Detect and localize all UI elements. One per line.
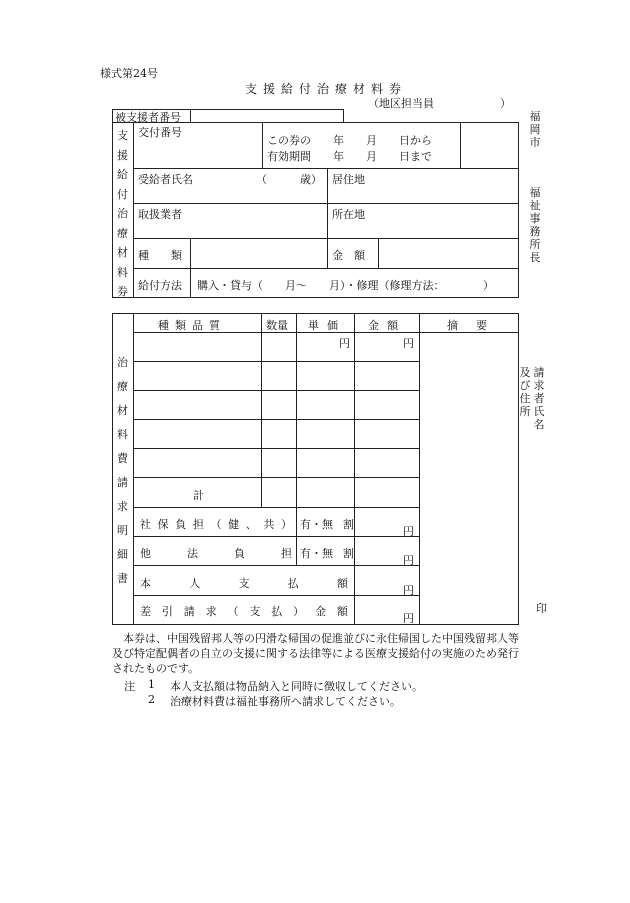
vendor-address-label: 所在地 xyxy=(332,208,365,221)
seal-mark: 印 xyxy=(536,602,547,615)
voucher-side-label xyxy=(112,126,133,298)
note-1-num: 1 xyxy=(148,678,155,691)
header-item xyxy=(158,317,240,333)
header-item-text: 種類品質 xyxy=(158,319,226,332)
other-wari: 割 xyxy=(343,547,354,560)
note-2-num: 2 xyxy=(148,693,155,706)
social-wari: 割 xyxy=(343,518,354,531)
other-ari-nashi-text: 有・無 xyxy=(300,547,333,560)
claimant-address-label: 及び住所 xyxy=(519,366,531,418)
method-label: 給付方法 xyxy=(138,279,182,292)
personal-payment-label: 本 人 支 払 額 xyxy=(140,577,348,590)
social-ari-nashi xyxy=(300,516,354,532)
form-number: 様式第24号 xyxy=(100,67,158,80)
recipient-name-label: 受給者氏名 xyxy=(138,173,193,186)
validity-line-1: この券の 年 月 日から xyxy=(267,134,432,147)
other-ari-nashi xyxy=(300,545,354,561)
amount-label: 金 額 xyxy=(332,249,365,262)
voucher-side-text: 支援給付治療材料券 xyxy=(117,129,128,298)
header-remarks: 摘要 xyxy=(447,319,505,332)
other-law-label: 他 法 負 担 xyxy=(140,547,292,560)
social-insurance-label: 社 保 負 担 （ 健 、 共 ） xyxy=(140,518,292,531)
net-claim-label: 差 引 請 求 （ 支 払 ） 金 額 xyxy=(140,605,348,618)
method-value: 購入・貸与（ 月～ 月）・修理（修理方法： ） xyxy=(197,279,494,292)
vendor-label: 取扱業者 xyxy=(138,208,182,221)
net-claim-yen: 円 xyxy=(403,612,414,625)
statement-side-text: 治療材料費請求明細書 xyxy=(117,356,128,585)
note-2-text: 治療材料費は福祉事務所へ請求してください。 xyxy=(170,695,401,708)
header-qty: 数量 xyxy=(266,319,288,332)
footer-paragraph: 本券は、中国残留邦人等の円滑な帰国の促進並びに永住帰国した中国残留邦人等及び特定配偶者の自立の支援に関する法律等による医療支援給付の実施のため発行されたものです。 xyxy=(112,632,519,675)
recipient-no-label: 被支援者番号 xyxy=(115,111,181,124)
type-label: 種 類 xyxy=(138,249,182,262)
office-chief-label: 福祉事務所長 xyxy=(529,186,541,264)
other-yen: 円 xyxy=(403,554,414,567)
header-amount: 金額 xyxy=(368,319,406,332)
note-label: 注 xyxy=(124,680,135,693)
validity-line-2: 有効期間 年 月 日まで xyxy=(267,150,432,163)
city-label: 福岡市 xyxy=(529,110,541,149)
page-title: 支援給付治療材料券 xyxy=(245,82,408,96)
age-label: （ 歳） xyxy=(256,173,322,186)
claimant-name-label: 請求者氏名 xyxy=(533,366,545,431)
header-unit-price: 単価 xyxy=(308,319,346,332)
total-label: 計 xyxy=(193,489,204,502)
district-officer: （地区担当員 ） xyxy=(368,97,511,110)
amount-yen: 円 xyxy=(403,337,414,350)
social-ari-nashi-text: 有・無 xyxy=(300,518,333,531)
social-yen: 円 xyxy=(403,525,414,538)
personal-yen: 円 xyxy=(403,584,414,597)
note-1-text: 本人支払額は物品納入と同時に徴収してください。 xyxy=(170,680,423,693)
unit-price-yen: 円 xyxy=(339,337,350,350)
issue-no-label: 交付番号 xyxy=(138,126,182,139)
residence-label: 居住地 xyxy=(332,173,365,186)
statement-side-label xyxy=(112,351,133,591)
